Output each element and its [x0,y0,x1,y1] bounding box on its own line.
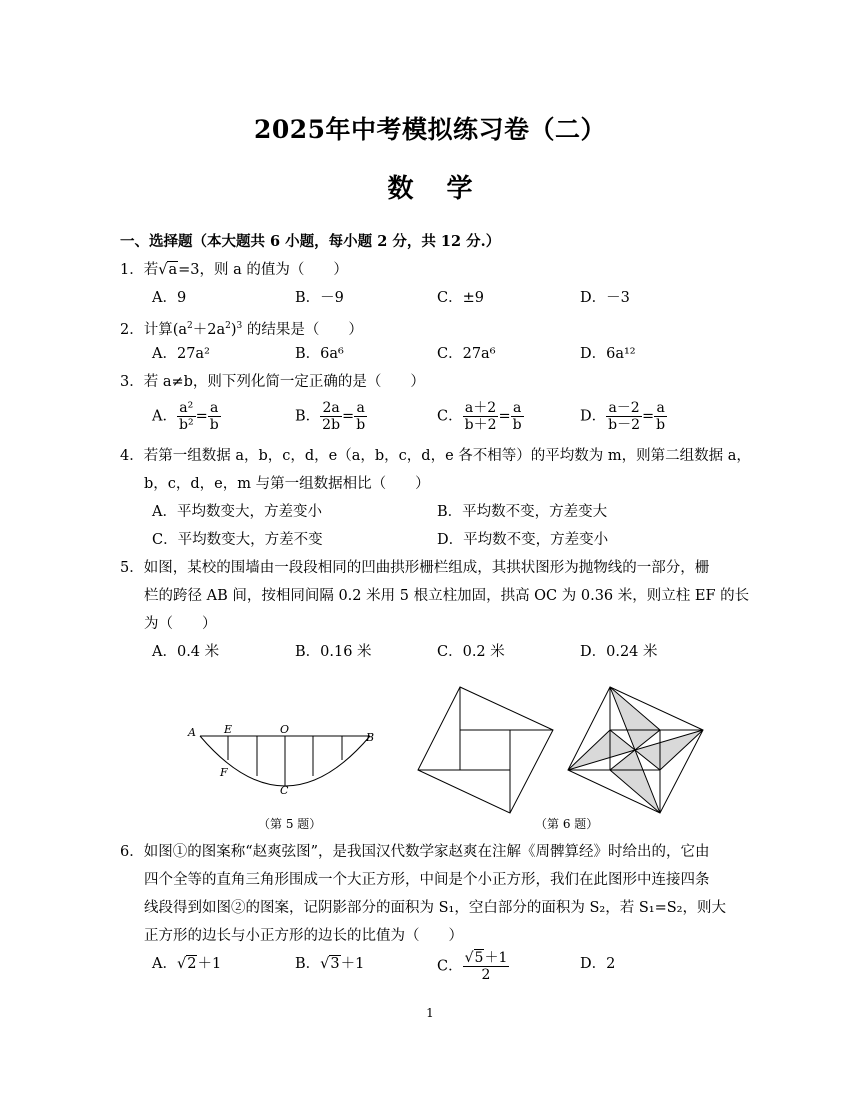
q3-c-lhs: $\frac{a+2}{b+2}$ [464,400,497,433]
question-6-line-3: 线段得到如图②的图案，记阴影部分的面积为 S₁，空白部分的面积为 S₂，若 S₁=S₂，则大 [144,900,726,916]
q3-option-a: A． $\frac{\text{a²}}{\text{b²}}$ = $\frac{a}{b}$ [152,400,219,433]
q1-pre: 若 [143,262,159,278]
question-5-line-3: 为（ ） [144,616,217,632]
section-heading: 一、选择题（本大题共 6 小题，每小题 2 分，共 12 分.） [120,233,501,250]
caption-figure-6: （第 6 题） [535,817,599,831]
q5-option-a: A．0.4 米 [152,644,220,660]
q1-post: =3，则 a 的值为（ ） [178,262,348,278]
figure-6-chord-diagram [415,685,555,815]
question-4-line-2: b，c，d，e，m 与第一组数据相比（ ） [144,476,430,492]
q1-option-c: C．±9 [437,290,484,306]
question-4-line-1: 4．若第一组数据 a，b，c，d，e（a，b，c，d，e 各不相等）的平均数为 m，则第二组数据 a， [120,448,751,464]
q3-a-lhs: $\frac{\text{a²}}{\text{b²}}$ [178,400,194,433]
q4-option-a: A．平均数变大，方差变小 [152,504,322,520]
subject-title: 数 学 [387,174,485,204]
q3-a-rhs: $\frac{a}{b}$ [209,400,219,433]
label-c: C [280,784,289,797]
q6-option-a: A．√2＋1 [152,956,222,972]
question-6-line-1: 6．如图①的图案称“赵爽弦图”，是我国汉代数学家赵爽在注解《周髀算经》时给出的，它由 [120,844,710,860]
q3-d-rhs: $\frac{a}{b}$ [656,400,666,433]
label-o: O [280,723,290,736]
figure-6-shaded-pattern [565,685,705,815]
q2-option-b: B．6a⁶ [295,346,344,362]
q5-option-b: B．0.16 米 [295,644,372,660]
question-5-line-2: 栏的跨径 AB 间，按相同间隔 0.2 米用 5 根立柱加固，拱高 OC 为 0.36 米，则立柱 EF 的长 [144,588,750,604]
caption-figure-5: （第 5 题） [258,817,322,831]
q4-option-d: D．平均数不变，方差变小 [437,532,609,548]
page-number: 1 [426,1006,434,1020]
q2-option-d: D．6a¹² [580,346,636,362]
q6-c-fraction: $\frac{√5+1}{2}$ [464,950,508,983]
question-1: 1．若√a=3，则 a 的值为（ ） [120,262,348,278]
q1-option-d: D．－3 [580,290,630,306]
q2-text-mid: ＋2a [192,321,226,338]
q1-option-a: A．9 [152,290,187,306]
question-2: 2．计算$(a^2+2a^2)^3$ 的结果是（ ） [120,321,363,338]
q3-b-rhs: $\frac{a}{b}$ [356,400,366,433]
inner-square [460,730,510,770]
q2-text-pre: 2．计算(a [120,321,188,338]
label-e: E [224,723,233,736]
q1-radicand: a [168,262,178,278]
q4-option-b: B．平均数不变，方差变大 [437,504,608,520]
question-3: 3．若 a≠b，则下列化简一定正确的是（ ） [120,374,425,390]
label-a: A [188,726,196,739]
q2-text-post: 的结果是（ ） [246,321,363,338]
q3-c-rhs: $\frac{a}{b}$ [512,400,522,433]
q3-option-b: B． $\frac{2a}{2b}$ = $\frac{a}{b}$ [295,400,366,433]
q6-option-d: D．2 [580,956,616,972]
q1-option-b: B．－9 [295,290,344,306]
q5-option-d: D．0.24 米 [580,644,658,660]
question-5-line-1: 5．如图，某校的围墙由一段段相同的凹曲拱形栅栏组成，其拱状图形为抛物线的一部分，栅 [120,560,710,576]
q3-option-c: C． $\frac{a+2}{b+2}$ = $\frac{a}{b}$ [437,400,522,433]
q3-b-lhs: $\frac{2a}{2b}$ [322,400,341,433]
question-6-line-4: 正方形的边长与小正方形的边长的比值为（ ） [144,928,463,944]
outer-square [418,687,553,813]
q2-option-c: C．27a⁶ [437,346,496,362]
figure-5-arch [180,720,380,800]
q3-option-d: D． $\frac{a-2}{b-2}$ = $\frac{a}{b}$ [580,400,666,433]
q6-option-c: C． $\frac{√5+1}{2}$ [437,950,508,983]
q5-option-c: C．0.2 米 [437,644,505,660]
label-f: F [220,766,228,779]
question-6-line-2: 四个全等的直角三角形围成一个大正方形，中间是个小正方形，我们在此图形中连接四条 [144,872,710,888]
q1-number: 1． [120,262,144,278]
page-title: 2025年中考模拟练习卷（二） [253,115,607,144]
q4-option-c: C．平均数变大，方差不变 [152,532,323,548]
q3-d-lhs: $\frac{a-2}{b-2}$ [608,400,641,433]
label-b: B [366,731,375,744]
q6-option-b: B．√3＋1 [295,956,365,972]
q2-option-a: A．27a² [152,346,210,362]
